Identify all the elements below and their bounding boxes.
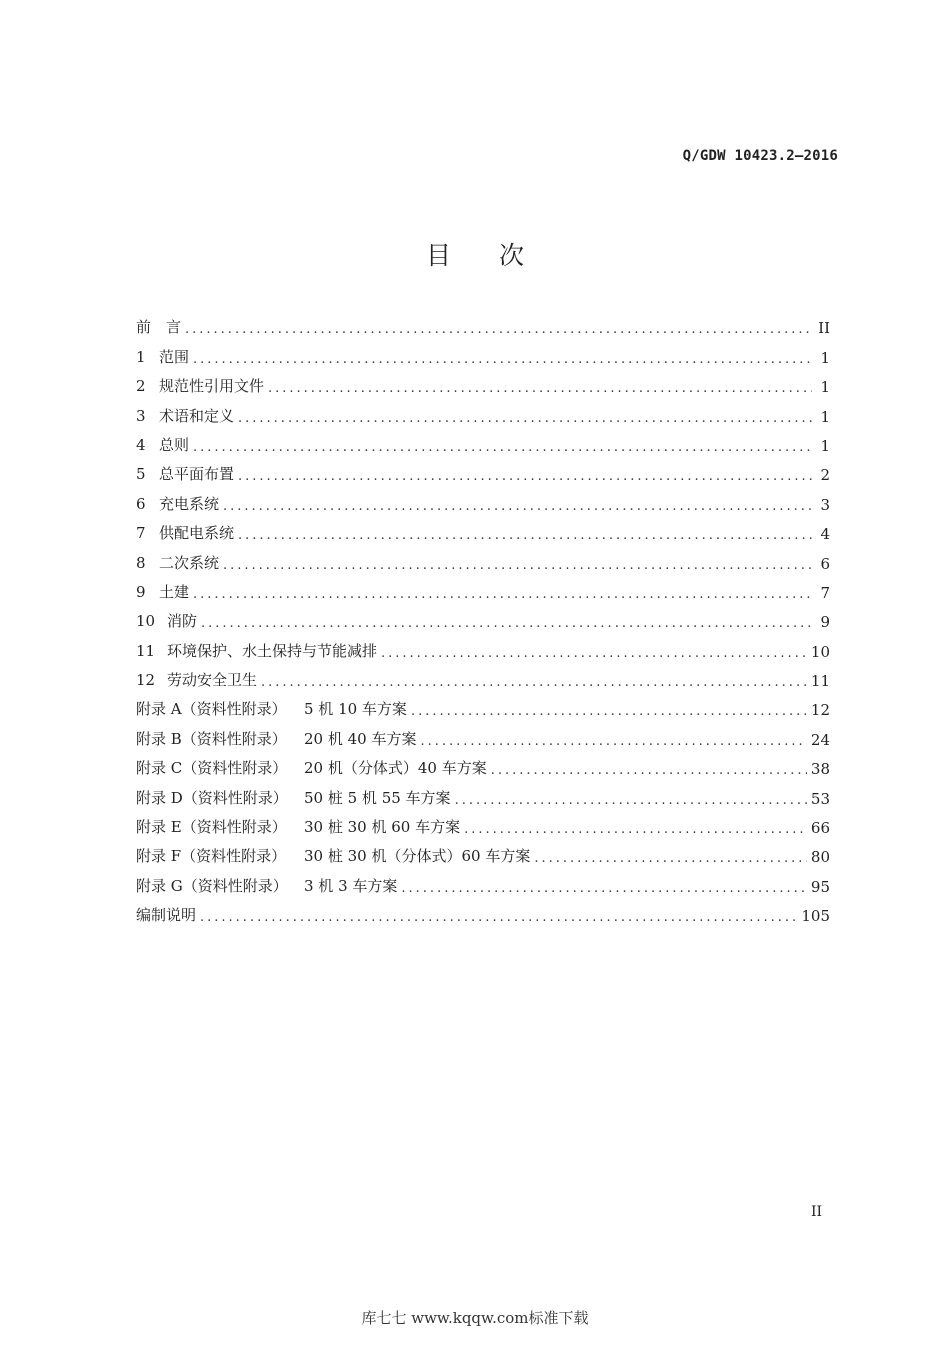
toc-leader-dots: [381, 646, 807, 661]
toc-entry-number: 1: [136, 347, 146, 366]
toc-entry-page: 1: [820, 436, 830, 455]
toc-entry-label: [136, 728, 416, 749]
toc-entry[interactable]: [136, 514, 830, 543]
toc-entry[interactable]: [136, 337, 830, 366]
toc-entry[interactable]: [136, 749, 830, 778]
toc-entry[interactable]: [136, 808, 830, 837]
toc-entry-label: [136, 581, 189, 602]
toc-entry-number: 8: [136, 553, 146, 572]
toc-entry-title: 术语和定义: [159, 406, 235, 425]
toc-leader-dots: [261, 675, 807, 690]
toc-entry-title: 30 桩 30 机 60 车方案: [304, 818, 461, 837]
toc-leader-dots: [420, 734, 806, 749]
toc-entry[interactable]: [136, 690, 830, 719]
toc-entry-title: 充电系统: [159, 494, 220, 513]
toc-entry[interactable]: [136, 308, 830, 337]
toc-leader-dots: [491, 763, 807, 778]
toc-entry-page: 1: [820, 348, 830, 367]
toc-entry-label: [136, 346, 189, 367]
toc-entry-page: 24: [810, 730, 830, 749]
toc-appendix-tag: 附录 B（资料性附录）: [136, 729, 287, 748]
toc-entry-page: 1: [820, 378, 830, 397]
toc-entry-title: 3 机 3 车方案: [304, 876, 398, 895]
toc-entry-title: 范围: [159, 347, 190, 366]
toc-entry[interactable]: [136, 719, 830, 748]
toc-entry-label: [136, 552, 219, 573]
toc-entry[interactable]: [136, 896, 830, 925]
table-of-contents: [136, 308, 830, 925]
toc-entry-page: 53: [810, 789, 830, 808]
toc-leader-dots: [193, 352, 812, 367]
toc-appendix-tag: 附录 C（资料性附录）: [136, 759, 288, 778]
page-number: II: [811, 1204, 823, 1220]
toc-entry-title: 30 桩 30 机（分体式）60 车方案: [304, 847, 531, 866]
toc-entry-number: 9: [136, 582, 146, 601]
toc-entry-number: 7: [136, 524, 146, 543]
toc-entry-page: 3: [820, 495, 830, 514]
toc-entry-title: 50 桩 5 机 55 车方案: [304, 788, 451, 807]
toc-appendix-tag: 附录 A（资料性附录）: [136, 700, 287, 719]
toc-entry[interactable]: [136, 455, 830, 484]
toc-leader-dots: [411, 704, 807, 719]
footer-watermark: 库七七 www.kqqw.com标准下载: [361, 1309, 589, 1327]
toc-leader-dots: [464, 822, 807, 837]
toc-entry[interactable]: [136, 602, 830, 631]
toc-entry-title: 5 机 10 车方案: [304, 700, 407, 719]
toc-entry-page: 4: [820, 525, 830, 544]
toc-entry-label: [136, 375, 264, 396]
toc-entry-label: [136, 463, 234, 484]
toc-leader-dots: [238, 469, 812, 484]
toc-leader-dots: [201, 616, 812, 631]
document-code: Q/GDW 10423.2—2016: [682, 148, 838, 164]
toc-leader-dots: [401, 881, 807, 896]
toc-entry-page: II: [818, 319, 830, 338]
toc-entry-page: 10: [810, 642, 830, 661]
toc-entry-label: [136, 669, 257, 690]
toc-entry-title: 供配电系统: [159, 524, 235, 543]
toc-entry-title: 土建: [159, 582, 190, 601]
toc-entry[interactable]: [136, 866, 830, 895]
toc-entry-page: 12: [810, 701, 830, 720]
toc-entry-number: 11: [136, 641, 156, 660]
toc-entry-number: 3: [136, 406, 146, 425]
toc-leader-dots: [455, 793, 807, 808]
toc-entry-title: 二次系统: [159, 553, 220, 572]
toc-leader-dots: [268, 381, 812, 396]
toc-entry-number: 4: [136, 435, 146, 454]
toc-entry[interactable]: [136, 484, 830, 513]
toc-entry-page: 1: [820, 407, 830, 426]
toc-appendix-tag: 附录 E（资料性附录）: [136, 818, 287, 837]
toc-entry-number: 10: [136, 612, 156, 631]
toc-entry-title: 环境保护、水土保持与节能减排: [167, 641, 378, 660]
toc-entry[interactable]: [136, 543, 830, 572]
toc-entry-page: 80: [810, 848, 830, 867]
toc-entry-label: [136, 904, 196, 925]
toc-entry-label: [136, 875, 397, 896]
toc-entry-label: [136, 640, 377, 661]
toc-entry[interactable]: [136, 631, 830, 660]
toc-entry-label: [136, 522, 234, 543]
toc-entry-title: 劳动安全卫生: [167, 671, 258, 690]
toc-entry[interactable]: [136, 426, 830, 455]
toc-entry[interactable]: [136, 396, 830, 425]
toc-entry-number: 5: [136, 465, 146, 484]
toc-entry-title: 20 机 40 车方案: [304, 729, 417, 748]
toc-entry[interactable]: [136, 837, 830, 866]
toc-leader-dots: [223, 499, 812, 514]
toc-title-char-2: 次: [499, 241, 525, 270]
toc-entry-label: [136, 610, 197, 631]
toc-appendix-tag: 附录 D（资料性附录）: [136, 788, 288, 807]
toc-entry-label: [136, 698, 407, 719]
toc-entry-page: 11: [810, 672, 830, 691]
toc-title: [0, 236, 950, 272]
toc-entry-title: 消防: [167, 612, 198, 631]
toc-entry[interactable]: [136, 573, 830, 602]
toc-entry-title: 编制说明: [136, 906, 197, 925]
toc-leader-dots: [534, 851, 807, 866]
toc-leader-dots: [185, 322, 812, 337]
toc-entry-title: 规范性引用文件: [159, 377, 265, 396]
toc-leader-dots: [193, 587, 812, 602]
toc-entry-page: 105: [801, 907, 830, 926]
toc-entry-title: 总平面布置: [159, 465, 235, 484]
toc-entry-label: [136, 434, 189, 455]
toc-entry-label: [136, 757, 487, 778]
toc-entry-page: 66: [810, 819, 830, 838]
toc-leader-dots: [193, 440, 812, 455]
toc-title-char-1: 目: [425, 241, 451, 270]
toc-leader-dots: [238, 411, 812, 426]
toc-appendix-tag: 附录 G（资料性附录）: [136, 876, 288, 895]
toc-entry-page: 7: [820, 583, 830, 602]
toc-entry-label: [136, 816, 460, 837]
toc-entry-title: 前 言: [136, 318, 182, 337]
toc-entry[interactable]: [136, 778, 830, 807]
toc-appendix-tag: 附录 F（资料性附录）: [136, 847, 287, 866]
toc-leader-dots: [200, 910, 797, 925]
toc-entry-number: 6: [136, 494, 146, 513]
toc-entry-page: 95: [810, 877, 830, 896]
toc-entry-title: 20 机（分体式）40 车方案: [304, 759, 487, 778]
toc-entry-page: 38: [810, 760, 830, 779]
toc-entry-label: [136, 493, 219, 514]
toc-entry-page: 6: [820, 554, 830, 573]
toc-entry-number: 12: [136, 671, 156, 690]
toc-entry[interactable]: [136, 661, 830, 690]
toc-leader-dots: [223, 558, 812, 573]
toc-entry-page: 9: [820, 613, 830, 632]
toc-leader-dots: [238, 528, 812, 543]
toc-entry[interactable]: [136, 367, 830, 396]
toc-entry-label: [136, 316, 181, 337]
toc-entry-label: [136, 845, 530, 866]
toc-entry-number: 2: [136, 377, 146, 396]
toc-entry-label: [136, 787, 451, 808]
toc-entry-page: 2: [820, 466, 830, 485]
toc-entry-title: 总则: [159, 435, 190, 454]
toc-entry-label: [136, 405, 234, 426]
